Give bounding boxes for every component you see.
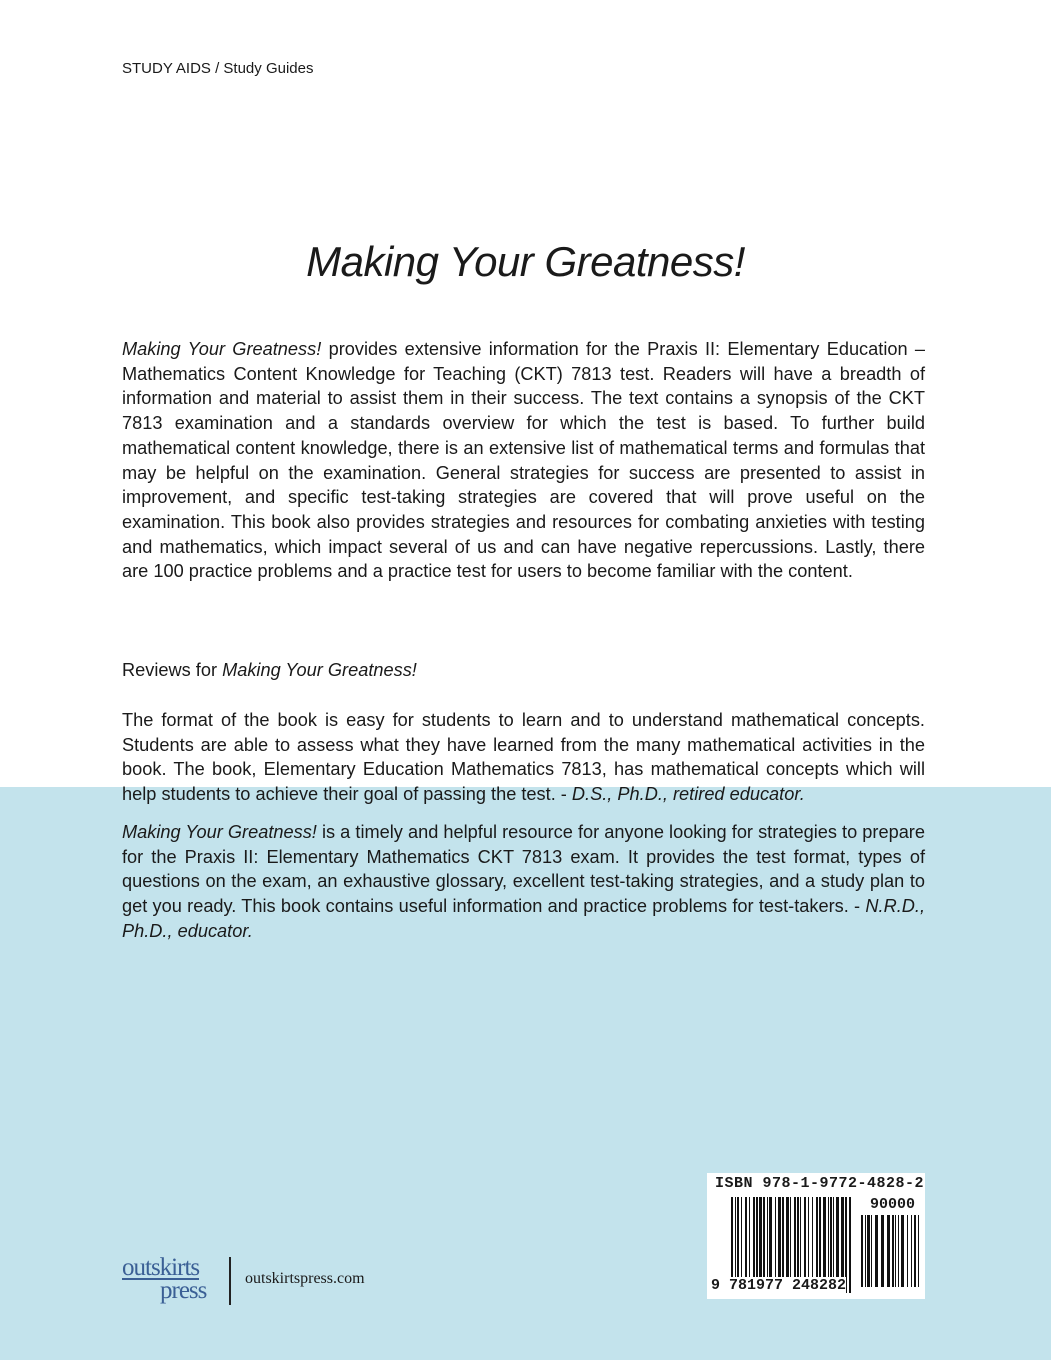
barcode-bar bbox=[865, 1215, 866, 1287]
publisher-url: outskirtspress.com bbox=[245, 1270, 365, 1287]
barcode-bar bbox=[861, 1215, 863, 1287]
book-title: Making Your Greatness! bbox=[306, 238, 745, 285]
barcode-bar bbox=[898, 1215, 899, 1287]
logo-divider bbox=[229, 1257, 231, 1305]
review-attribution: D.S., Ph.D., retired educator. bbox=[571, 784, 805, 805]
category-label: STUDY AIDS / Study Guides bbox=[122, 60, 314, 77]
ean-number: 9 781977 248282 bbox=[711, 1277, 847, 1294]
review-2: Making Your Greatness! is a timely and helpful resource for anyone looking for strategies to prepare for the Praxis II: Elementary Mathematics CKT 7813 exam. It provides the test format, types of questions on the exam, an exhaustive glossary, excellent test-taking strategies, and a study plan to get you ready. This book contains useful information and practice problems for test-takers. - N.R.D., Ph.D., educator. bbox=[122, 822, 925, 941]
isbn-text: ISBN 978-1-9772-4828-2 bbox=[715, 1175, 925, 1192]
barcode-bar bbox=[918, 1215, 919, 1287]
barcode-bar bbox=[895, 1215, 896, 1287]
barcode-bar bbox=[911, 1215, 912, 1287]
barcode-bar bbox=[914, 1215, 916, 1287]
barcode-bar bbox=[901, 1215, 904, 1287]
reviews-heading: Reviews for Making Your Greatness! bbox=[122, 660, 417, 680]
barcode-bar bbox=[907, 1215, 908, 1287]
barcode-bar bbox=[881, 1215, 884, 1287]
review-attribution: N.R.D., Ph.D., educator. bbox=[122, 896, 925, 941]
barcode-bar bbox=[871, 1215, 872, 1287]
barcode-bar bbox=[887, 1215, 890, 1287]
barcode-bar bbox=[867, 1215, 870, 1287]
barcode-bar bbox=[875, 1215, 878, 1287]
isbn-barcode bbox=[707, 1173, 925, 1299]
price-code: 90000 bbox=[870, 1196, 916, 1213]
barcode-bar bbox=[892, 1215, 894, 1287]
review-1: The format of the book is easy for students to learn and to understand mathematical concepts. Students are able to assess what they have learned from the many mathematical activities in the book. The book, Elementary Education Mathematics 7813, has mathematical concepts which will help students to achieve their goal of passing the test. - D.S., Ph.D., retired educator. bbox=[122, 710, 925, 805]
barcode-bar bbox=[849, 1197, 851, 1293]
title-ref: Making Your Greatness! bbox=[122, 339, 322, 359]
description: Making Your Greatness! provides extensive information for the Praxis II: Elementary Education – Mathematics Content Knowledge for Teaching (CKT) 7813 test. Readers will have a breadth of information and material to assist them in their success. The text contains a synopsis of the CKT 7813 examination and a standards overview for which the test is based. To further build mathematical content knowledge, there is an extensive list of mathematical terms and formulas that may be helpful on the examination. General strategies for success are presented to assist in improvement, and specific test-taking strategies are covered that will prove useful on the examination. This book also provides strategies and resources for combating anxieties with testing and mathematics, which impact several of us and can have negative repercussions. Lastly, there are 100 practice problems and a practice test for users to become familiar with the content. bbox=[122, 339, 926, 582]
publisher-logo: outskirts press bbox=[122, 1254, 207, 1304]
